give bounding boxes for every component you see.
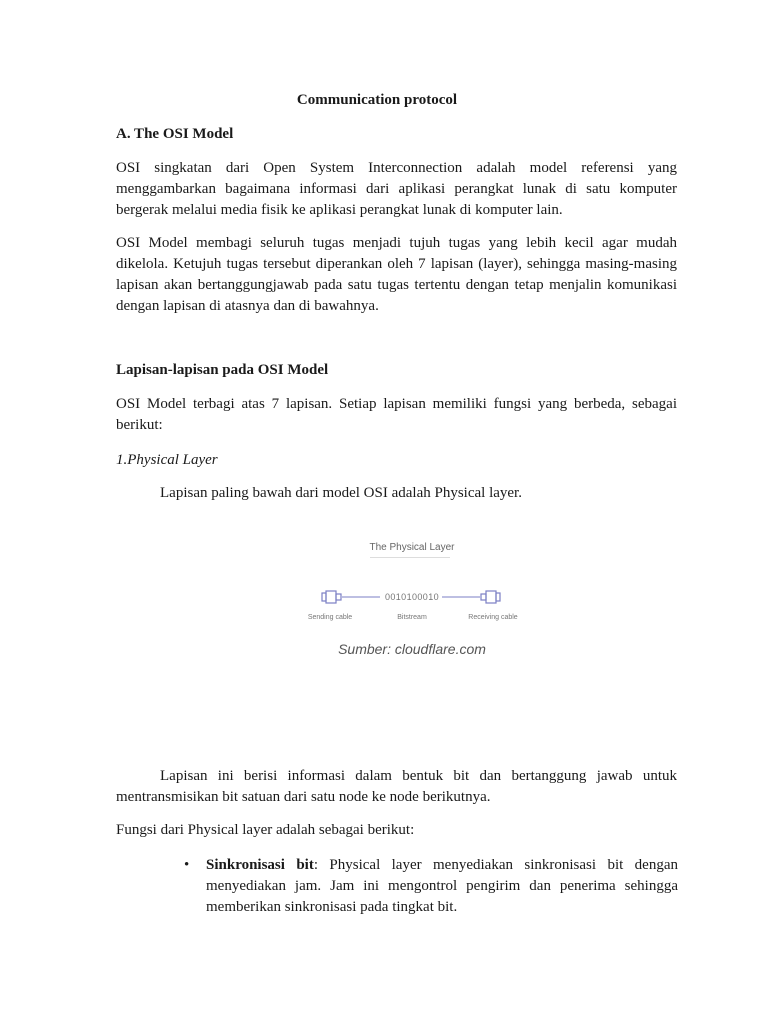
sending-cable-icon xyxy=(322,591,341,603)
osi-tasks-paragraph: OSI Model membagi seluruh tugas menjadi tujuh tugas yang lebih kecil agar mudah dikelola. Ketujuh tugas tersebut diperankan oleh 7 lapisan (layer), sehingga masing-masing lapisan akan bertanggungjawab pada satu tugas tertentu dengan tetap menjalin komunikasi dengan lapisan di atasnya dan di bawahnya. xyxy=(116,235,677,314)
physical-layer-description: Lapisan ini berisi informasi dalam bentuk bit dan bertanggung jawab untuk mentransmisikan bit satuan dari satu node ke node berikutnya. xyxy=(116,768,677,805)
layers-heading: Lapisan-lapisan pada OSI Model xyxy=(116,362,329,378)
functions-list xyxy=(184,855,678,918)
document-title: Communication protocol xyxy=(296,92,458,108)
figure-title-underline xyxy=(370,557,450,558)
sending-cable-label: Sending cable xyxy=(307,614,353,621)
physical-layer-figure xyxy=(300,538,524,666)
bullet-text: : Physical layer menyediakan sinkronisasi bit dengan menyediakan jam. Jam ini mengontrol pengirim dan penerima sehingga memberikan sinkronisasi pada tingkat bit. xyxy=(206,857,678,915)
receiving-cable-icon xyxy=(481,591,500,603)
physical-layer-intro: Lapisan paling bawah dari model OSI adalah Physical layer. xyxy=(160,485,522,501)
functions-intro: Fungsi dari Physical layer adalah sebagai berikut: xyxy=(116,822,415,838)
section-a-heading: A. The OSI Model xyxy=(116,126,234,142)
layers-intro-paragraph: OSI Model terbagi atas 7 lapisan. Setiap lapisan memiliki fungsi yang berbeda, sebagai berikut: xyxy=(116,396,677,433)
osi-definition-paragraph: OSI singkatan dari Open System Interconnection adalah model referensi yang menggambarkan bagaimana informasi dari aplikasi perangkat lunak di satu komputer bergerak melalui media fisik ke aplikasi perangkat lunak di komputer lain. xyxy=(116,160,677,218)
figure-source: Sumber: cloudflare.com xyxy=(338,641,486,657)
figure-title: The Physical Layer xyxy=(369,542,455,553)
bullet-term: Sinkronisasi bit xyxy=(206,857,314,873)
receiving-cable-label: Receiving cable xyxy=(468,614,518,621)
bitstream-label: Bitstream xyxy=(397,614,427,621)
list-item xyxy=(184,855,678,918)
bullet-icon: • xyxy=(184,857,190,873)
physical-layer-subheading: 1.Physical Layer xyxy=(116,452,218,468)
bitstream-value: 0010100010 xyxy=(384,592,440,602)
